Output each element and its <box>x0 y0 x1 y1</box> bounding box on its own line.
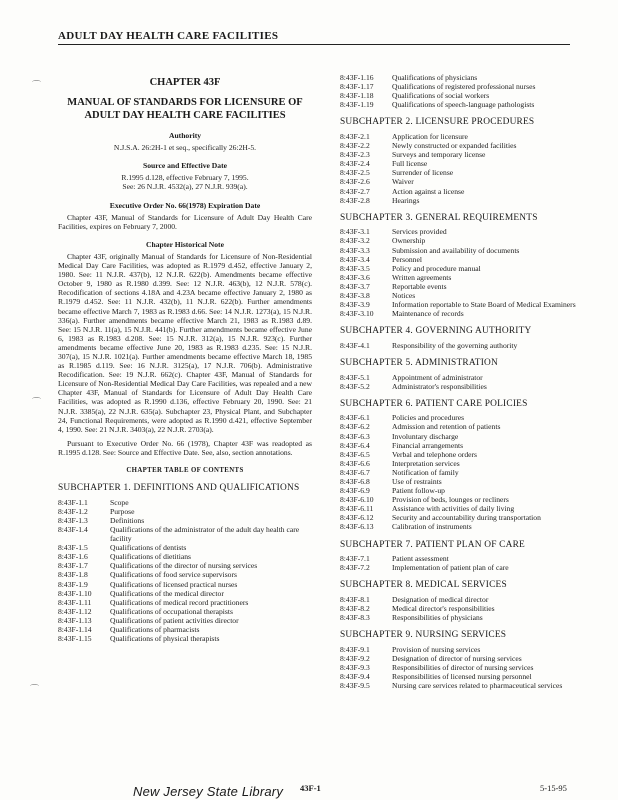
section-number: 8:43F-6.5 <box>340 449 370 459</box>
section-title: Nursing care services related to pharmaceutical services <box>392 681 563 691</box>
toc-section <box>340 291 580 300</box>
section-title: Involuntary discharge <box>392 431 459 441</box>
section-title: Admission and retention of patients <box>392 422 501 432</box>
section-title: Qualifications of occupational therapists <box>110 606 233 616</box>
section-number: 8:43F-1.8 <box>58 570 88 580</box>
section-title: Full license <box>392 159 428 169</box>
section-title: Use of restraints <box>392 476 442 486</box>
toc-section <box>340 604 580 613</box>
section-title: Qualifications of the medical director <box>110 588 224 598</box>
section-number: 8:43F-1.6 <box>58 552 88 562</box>
section-title: Provision of nursing services <box>392 644 481 654</box>
exec-order-text: Chapter 43F, Manual of Standards for Licensure of Adult Day Health Care Facilities, expires on February 7, 2000. <box>58 212 312 231</box>
section-title: Responsibilities of director of nursing services <box>392 662 534 672</box>
section-title: Notices <box>392 290 416 300</box>
toc-section <box>340 513 580 522</box>
section-number: 8:43F-3.7 <box>340 281 370 291</box>
toc-section <box>340 309 580 318</box>
toc-section <box>340 459 580 468</box>
section-title: Qualifications of physical therapists <box>110 634 220 644</box>
section-title: Surveys and temporary license <box>392 150 486 160</box>
source-line: See: 26 N.J.R. 4532(a), 27 N.J.R. 939(a). <box>122 182 248 192</box>
exec-order-heading: Executive Order No. 66(1978) Expiration Date <box>109 200 261 210</box>
toc-section <box>340 382 580 391</box>
section-title: Qualifications of dietitians <box>110 552 191 562</box>
margin-mark-icon: ⌒ <box>32 80 42 90</box>
section-number: 8:43F-2.3 <box>340 150 370 160</box>
section-number: 8:43F-1.17 <box>340 82 374 92</box>
right-column <box>340 73 580 690</box>
toc-section <box>58 634 312 643</box>
section-title: Notification of family <box>392 467 459 477</box>
section-number: 8:43F-1.2 <box>58 506 88 516</box>
section-title: Submission and availability of documents <box>392 245 520 255</box>
toc-section <box>340 236 580 245</box>
section-title: Surrender of license <box>392 168 454 178</box>
toc-section <box>58 589 312 598</box>
section-title: Designation of director of nursing services <box>392 653 522 663</box>
section-number: 8:43F-8.2 <box>340 604 370 613</box>
section-title: Personnel <box>392 254 422 264</box>
toc-section <box>340 495 580 504</box>
subchapters <box>340 117 580 690</box>
toc-section <box>340 282 580 291</box>
toc-section <box>340 246 580 255</box>
section-number: 8:43F-1.7 <box>58 561 88 571</box>
toc-section <box>58 525 312 543</box>
section-number: 8:43F-7.2 <box>340 563 370 573</box>
toc-section <box>58 625 312 634</box>
section-number: 8:43F-1.4 <box>58 524 88 534</box>
section-title: Policies and procedures <box>392 413 465 423</box>
section-number: 8:43F-1.1 <box>58 497 88 507</box>
section-title: Medical director's responsibilities <box>392 604 495 613</box>
section-title: Purpose <box>110 506 135 516</box>
section-title: Implementation of patient plan of care <box>392 563 509 573</box>
toc-section <box>340 264 580 273</box>
subchapter-title: SUBCHAPTER 7. PATIENT PLAN OF CARE <box>340 539 525 550</box>
section-title: Verbal and telephone orders <box>392 449 477 459</box>
section-number: 8:43F-5.2 <box>340 381 370 391</box>
section-title: Patient assessment <box>392 554 449 564</box>
toc-section <box>340 159 580 168</box>
subchapter-1-list <box>58 498 312 644</box>
section-title: Responsibilities of physicians <box>392 613 483 623</box>
toc-section <box>58 616 312 625</box>
section-title: Qualifications of dentists <box>110 543 187 553</box>
section-number: 8:43F-6.7 <box>340 467 370 477</box>
toc-section <box>340 504 580 513</box>
section-number: 8:43F-6.8 <box>340 476 370 486</box>
toc-section <box>340 187 580 196</box>
toc-section <box>340 132 580 141</box>
section-title: Responsibility of the governing authority <box>392 340 518 350</box>
section-title: Security and accountability during transportation <box>392 513 541 523</box>
section-number: 8:43F-3.10 <box>340 309 374 319</box>
toc-section <box>340 141 580 150</box>
section-number: 8:43F-1.5 <box>58 543 88 553</box>
toc-section <box>340 654 580 663</box>
section-number: 8:43F-1.11 <box>58 597 92 607</box>
section-number: 8:43F-1.18 <box>340 91 374 101</box>
toc-section <box>340 441 580 450</box>
section-number: 8:43F-3.9 <box>340 300 370 310</box>
toc-section <box>340 477 580 486</box>
section-title: Services provided <box>392 227 447 237</box>
section-number: 8:43F-9.3 <box>340 662 370 672</box>
section-title: Ownership <box>392 236 426 246</box>
section-number: 8:43F-3.1 <box>340 227 370 237</box>
subchapter-title: SUBCHAPTER 2. LICENSURE PROCEDURES <box>340 117 535 128</box>
toc-heading: CHAPTER TABLE OF CONTENTS <box>126 467 244 474</box>
section-number: 8:43F-3.2 <box>340 236 370 246</box>
section-number: 8:43F-1.19 <box>340 100 374 110</box>
section-number: 8:43F-3.5 <box>340 263 370 273</box>
section-number: 8:43F-6.10 <box>340 495 374 505</box>
subchapter-title: SUBCHAPTER 4. GOVERNING AUTHORITY <box>340 326 532 337</box>
section-number: 8:43F-1.14 <box>58 625 92 634</box>
section-title: Qualifications of registered professional nurses <box>392 82 536 92</box>
section-number: 8:43F-1.9 <box>58 579 88 589</box>
section-number: 8:43F-6.9 <box>340 486 370 496</box>
page-date: 5-15-95 <box>540 783 567 793</box>
section-number: 8:43F-2.1 <box>340 131 370 141</box>
toc-section <box>340 373 580 382</box>
running-head: ADULT DAY HEALTH CARE FACILITIES <box>58 30 570 45</box>
toc-section <box>340 227 580 236</box>
section-title: Qualifications of patient activities director <box>110 615 239 625</box>
section-title: Appointment of administrator <box>392 372 483 382</box>
toc-section <box>340 422 580 431</box>
toc-section <box>340 563 580 572</box>
section-title: Assistance with activities of daily living <box>392 504 515 514</box>
section-title: Hearings <box>392 195 420 205</box>
section-number: 8:43F-2.5 <box>340 168 370 178</box>
section-number: 8:43F-1.12 <box>58 606 92 616</box>
section-number: 8:43F-2.4 <box>340 159 370 169</box>
subchapter-title: SUBCHAPTER 5. ADMINISTRATION <box>340 357 498 368</box>
section-title: Policy and procedure manual <box>392 263 481 273</box>
margin-mark-icon: ⌒ <box>30 684 40 694</box>
section-title: Qualifications of licensed practical nurses <box>110 579 238 589</box>
source-line: R.1995 d.128, effective February 7, 1995. <box>121 173 249 183</box>
toc-section <box>340 613 580 622</box>
toc-section <box>340 255 580 264</box>
toc-section <box>340 168 580 177</box>
toc-section <box>58 570 312 579</box>
section-title: Maintenance of records <box>392 309 464 319</box>
source-heading: Source and Effective Date <box>142 161 227 171</box>
section-number: 8:43F-2.8 <box>340 195 370 205</box>
toc-section <box>340 522 580 531</box>
toc-section <box>340 595 580 604</box>
toc-section <box>340 672 580 681</box>
section-title: Newly constructed or expanded facilities <box>392 141 517 151</box>
section-number: 8:43F-6.2 <box>340 422 370 432</box>
section-title: Responsibilities of licensed nursing personnel <box>392 672 532 682</box>
section-title: Qualifications of pharmacists <box>110 625 200 634</box>
section-number: 8:43F-6.3 <box>340 431 370 441</box>
toc-section <box>58 516 312 525</box>
section-number: 8:43F-3.3 <box>340 245 370 255</box>
toc-section <box>340 91 580 100</box>
toc-section <box>340 177 580 186</box>
section-number: 8:43F-9.4 <box>340 672 370 682</box>
toc-section <box>340 300 580 309</box>
toc-section <box>340 645 580 654</box>
section-number: 8:43F-1.3 <box>58 515 88 525</box>
toc-section <box>58 580 312 589</box>
section-title: Qualifications of the administrator of the adult day health care facility <box>110 524 300 544</box>
historical-note-text: Chapter 43F, originally Manual of Standards for Licensure of Non-Residential Medical Day Care Facilities, was adopted as R.1979 d.452, effective January 2, 1980. See: 11 N.J.R. 437(b), 12 N.J.R. 622(b). Amendments became effective October 9, 1980 as R.1980 d.399. See: 12 N.J.R. 463(b), 12 N.J.R. 578(c). Recodification of sections 4.18A and 4.23A became effective January 2, 1980 as R.1979 d.452. See: 11 N.J.R. 432(b), 11 N.J.R. 622(b). Further amendments became effective March 7, 1983 as R.1983 d.66. See: 14 N.J.R. 1273(a), 15 N.J.R. 336(a). Further amendments became effective March 21, 1983 as R.1983 d.89. See: 15 N.J.R. 11(a), 15 N.J.R. 441(b). Further amendments became effective June 6, 1983 as R.1983 d.208. See: 15 N.J.R. 312(a), 15 N.J.R. 923(c). Further amendments became effective June 20, 1983 as R.1983 d.235. See: 15 N.J.R. 307(a), 15 N.J.R. 1021(a). Further amendments became effective March 18, 1985 as R.1985 d.119. See: 16 N.J.R. 3125(a), 17 N.J.R. 706(b). Administrative Recodification. See: 19 N.J.R. 662(c). Chapter 43F, Manual of Standards for Licensure of Non-Residential Medical Day Care Facilities, was repealed and a new Chapter 43F, Manual of Standards for Licensure of Adult Day Health Care Facilities, was adopted as R.1990 d.136, effective February 20, 1990. See: 21 N.J.R. 3385(a), 22 N.J.R. 635(a). Subchapter 23, Physical Plant, and Subchapter 24, Functional Requirements, were adopted as R.1990 d.421, effective September 4, 1990. See: 21 N.J.R. 3403(a), 22 N.J.R. 2703(a). <box>58 251 312 434</box>
authority-text: N.J.S.A. 26:2H-1 et seq., specifically 26:2H-5. <box>113 143 257 153</box>
section-number: 8:43F-9.2 <box>340 653 370 663</box>
section-title: Patient follow-up <box>392 486 445 496</box>
section-number: 8:43F-3.4 <box>340 254 370 264</box>
section-number: 8:43F-6.6 <box>340 458 370 468</box>
library-stamp: New Jersey State Library <box>133 784 284 799</box>
section-number: 8:43F-8.1 <box>340 594 370 604</box>
section-title: Information reportable to State Board of Medical Examiners <box>392 300 576 310</box>
toc-section <box>58 543 312 552</box>
section-title: Financial arrangements <box>392 440 464 450</box>
section-title: Designation of medical director <box>392 594 489 604</box>
section-title: Administrator's responsibilities <box>392 381 487 391</box>
section-title: Qualifications of food service supervisors <box>110 570 237 580</box>
section-title: Action against a license <box>392 186 465 196</box>
subchapter-title: SUBCHAPTER 6. PATIENT CARE POLICIES <box>340 398 528 409</box>
toc-section <box>340 468 580 477</box>
section-number: 8:43F-6.4 <box>340 440 370 450</box>
section-title: Interpretation services <box>392 458 460 468</box>
page-number: 43F-1 <box>300 783 321 793</box>
subchapter-1-continued <box>340 73 580 109</box>
section-title: Waiver <box>392 177 414 187</box>
section-number: 8:43F-6.1 <box>340 413 370 423</box>
section-number: 8:43F-6.12 <box>340 513 374 523</box>
subchapter-title: SUBCHAPTER 8. MEDICAL SERVICES <box>340 580 507 591</box>
toc-section <box>58 552 312 561</box>
section-title: Qualifications of medical record practitioners <box>110 597 249 607</box>
section-number: 8:43F-4.1 <box>340 340 370 350</box>
toc-section <box>340 554 580 563</box>
section-title: Provision of beds, lounges or recliners <box>392 495 509 505</box>
toc-section <box>58 498 312 507</box>
toc-section <box>340 413 580 422</box>
section-number: 8:43F-7.1 <box>340 554 370 564</box>
section-number: 8:43F-8.3 <box>340 613 370 623</box>
authority-heading: Authority <box>168 131 202 141</box>
toc-section <box>340 196 580 205</box>
toc-section <box>340 432 580 441</box>
toc-section <box>340 663 580 672</box>
margin-mark-icon: ⌒ <box>32 397 42 407</box>
toc-section <box>58 561 312 570</box>
section-number: 8:43F-1.16 <box>340 73 374 82</box>
section-number: 8:43F-2.6 <box>340 177 370 187</box>
section-title: Qualifications of speech-language pathologists <box>392 100 535 110</box>
section-number: 8:43F-3.8 <box>340 290 370 300</box>
toc-section <box>340 150 580 159</box>
section-number: 8:43F-1.15 <box>58 634 92 644</box>
section-title: Written agreements <box>392 272 452 282</box>
section-title: Scope <box>110 497 129 507</box>
section-number: 8:43F-9.1 <box>340 644 370 654</box>
toc-section <box>58 598 312 607</box>
section-title: Definitions <box>110 515 145 525</box>
section-number: 8:43F-1.13 <box>58 615 92 625</box>
section-number: 8:43F-6.11 <box>340 504 374 514</box>
toc-section <box>340 273 580 282</box>
manual-title: MANUAL OF STANDARDS FOR LICENSURE OF ADULT DAY HEALTH CARE FACILITIES <box>67 97 303 121</box>
section-title: Application for licensure <box>392 131 468 141</box>
section-number: 8:43F-2.2 <box>340 141 370 151</box>
subchapter-title: SUBCHAPTER 9. NURSING SERVICES <box>340 630 507 641</box>
left-column <box>58 70 312 643</box>
toc-section <box>340 100 580 109</box>
chapter-number: CHAPTER 43F <box>149 77 221 88</box>
section-number: 8:43F-5.1 <box>340 372 370 382</box>
subchapter-title: SUBCHAPTER 1. DEFINITIONS AND QUALIFICATIONS <box>58 483 300 494</box>
section-number: 8:43F-3.6 <box>340 272 370 282</box>
section-title: Reportable events <box>392 281 447 291</box>
section-title: Qualifications of physicians <box>392 73 478 82</box>
toc-section <box>58 507 312 516</box>
section-number: 8:43F-9.5 <box>340 681 370 691</box>
section-title: Qualifications of social workers <box>392 91 490 101</box>
toc-section <box>340 486 580 495</box>
toc-section <box>340 82 580 91</box>
section-number: 8:43F-6.13 <box>340 522 374 532</box>
section-title: Qualifications of the director of nursing services <box>110 561 258 571</box>
toc-section <box>58 607 312 616</box>
section-title: Calibration of instruments <box>392 522 472 532</box>
toc-section <box>340 341 580 350</box>
historical-note-text-2: Pursuant to Executive Order No. 66 (1978), Chapter 43F was readopted as R.1995 d.128. See: Source and Effective Date. See, also, section annotations. <box>58 438 312 457</box>
historical-note-heading: Chapter Historical Note <box>146 239 224 249</box>
subchapter-title: SUBCHAPTER 3. GENERAL REQUIREMENTS <box>340 212 538 223</box>
toc-section <box>340 681 580 690</box>
section-number: 8:43F-1.10 <box>58 588 92 598</box>
toc-section <box>340 73 580 82</box>
section-number: 8:43F-2.7 <box>340 186 370 196</box>
toc-section <box>340 450 580 459</box>
